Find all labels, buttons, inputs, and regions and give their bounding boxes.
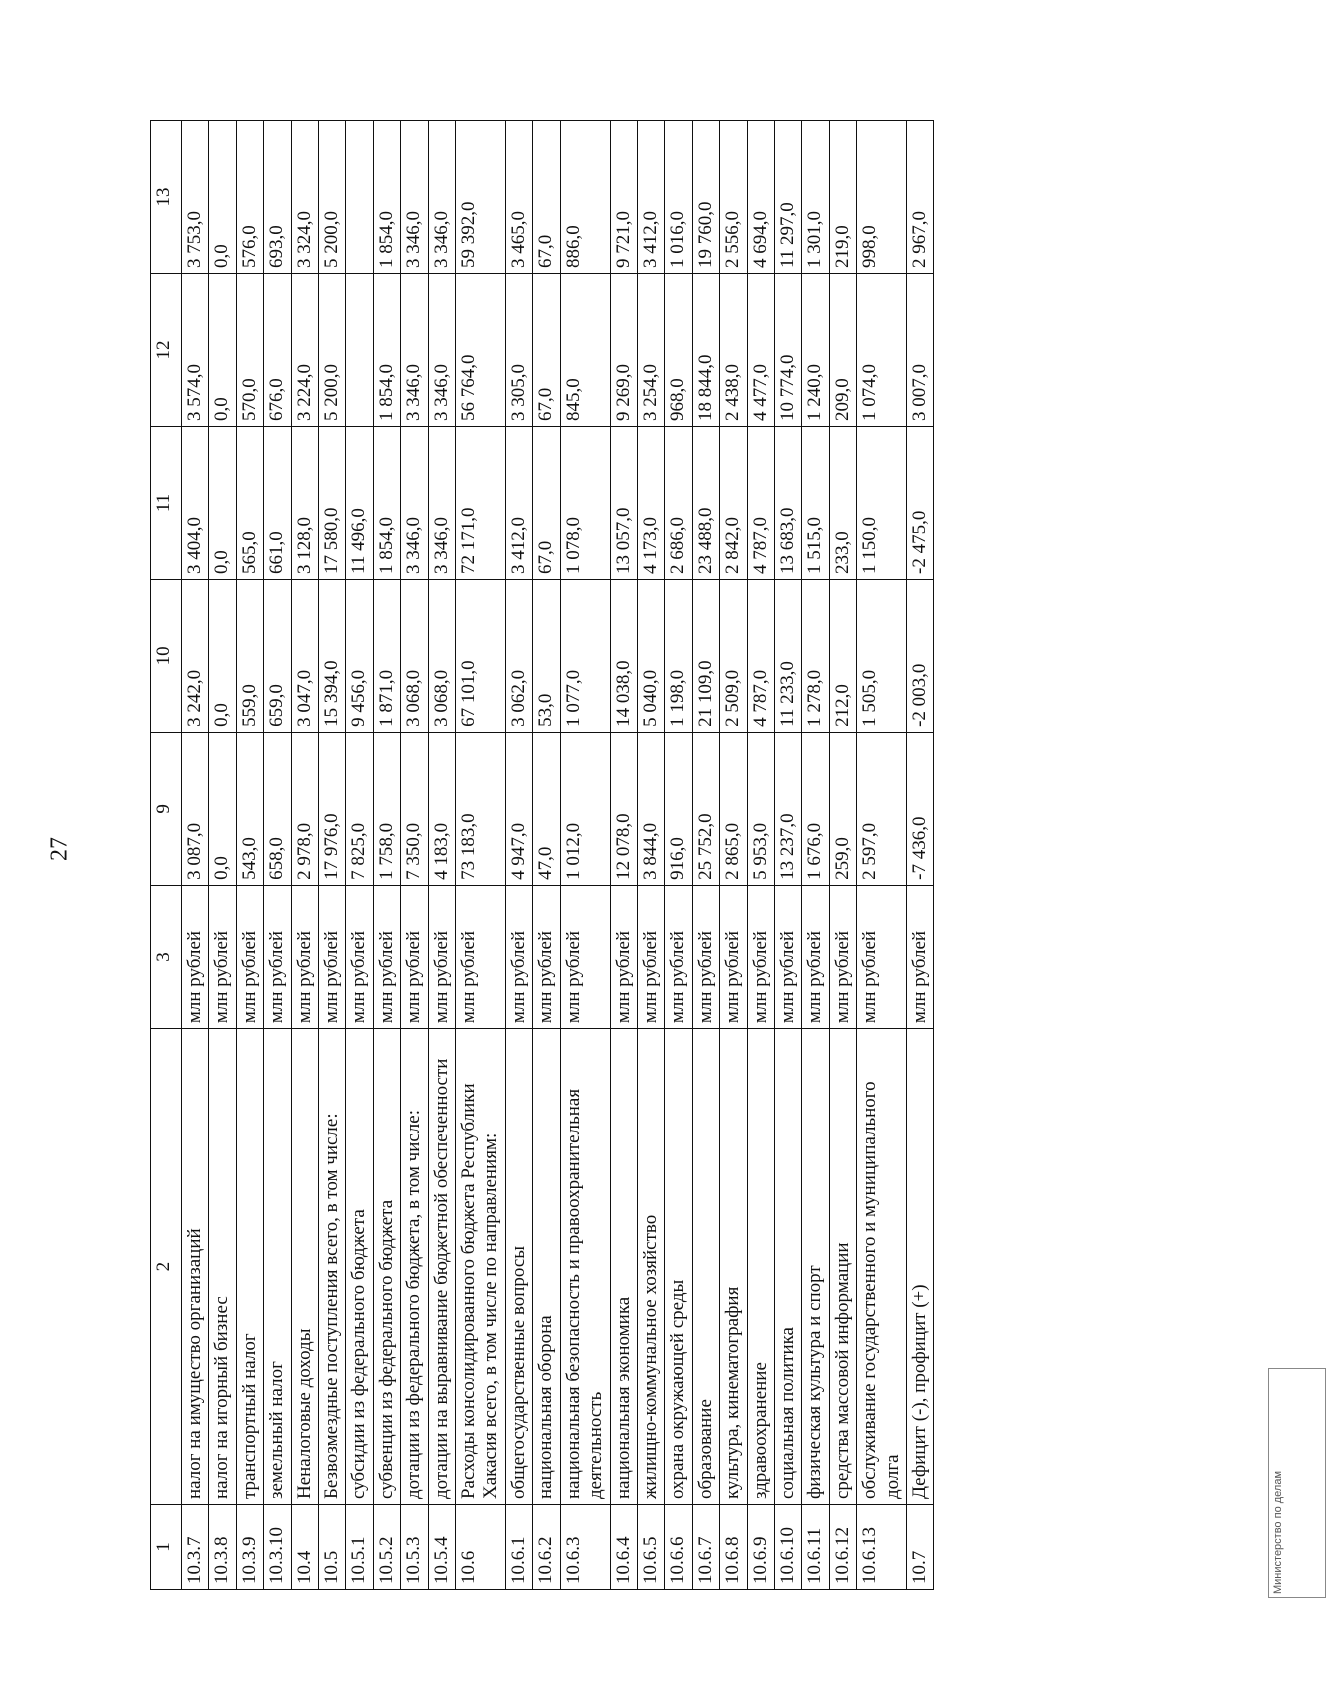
cell-v11: 1 854,0 <box>373 426 400 579</box>
cell-v9: 2 597,0 <box>857 732 907 885</box>
cell-v10: 53,0 <box>533 579 560 732</box>
cell-v9: 5 953,0 <box>747 732 774 885</box>
cell-name: транспортный налог <box>236 1029 263 1505</box>
cell-v11: 13 057,0 <box>610 426 637 579</box>
cell-v9: 47,0 <box>533 732 560 885</box>
cell-unit: млн рублей <box>428 885 455 1028</box>
cell-name: Неналоговые доходы <box>291 1029 318 1505</box>
table-row <box>401 121 428 1590</box>
cell-v13: 11 297,0 <box>774 121 801 274</box>
cell-v11: 11 496,0 <box>346 426 373 579</box>
cell-name: национальная оборона <box>533 1029 560 1505</box>
header-cell: 1 <box>151 1505 182 1590</box>
cell-unit: млн рублей <box>236 885 263 1028</box>
cell-v13: 998,0 <box>857 121 907 274</box>
table-row <box>264 121 291 1590</box>
cell-v13: 3 465,0 <box>505 121 532 274</box>
table-row <box>857 121 907 1590</box>
cell-unit: млн рублей <box>637 885 664 1028</box>
cell-v9: 0,0 <box>209 732 236 885</box>
cell-code: 10.5.2 <box>373 1505 400 1590</box>
cell-name: субсидии из федерального бюджета <box>346 1029 373 1505</box>
table-row <box>906 121 933 1590</box>
cell-v11: 23 488,0 <box>692 426 719 579</box>
cell-unit: млн рублей <box>774 885 801 1028</box>
cell-unit: млн рублей <box>346 885 373 1028</box>
cell-name: культура, кинематография <box>720 1029 747 1505</box>
cell-code: 10.6.2 <box>533 1505 560 1590</box>
cell-v10: 659,0 <box>264 579 291 732</box>
cell-v13: 19 760,0 <box>692 121 719 274</box>
header-row <box>151 121 182 1590</box>
cell-v13: 3 753,0 <box>182 121 209 274</box>
table-row <box>560 121 610 1590</box>
table-row <box>319 121 346 1590</box>
table-row <box>720 121 747 1590</box>
cell-v12: 570,0 <box>236 274 263 427</box>
cell-code: 10.6.1 <box>505 1505 532 1590</box>
cell-v10: 1 278,0 <box>802 579 829 732</box>
cell-v11: 2 686,0 <box>665 426 692 579</box>
cell-name: дотации из федерального бюджета, в том числе: <box>401 1029 428 1505</box>
cell-v13: 67,0 <box>533 121 560 274</box>
cell-v10: 212,0 <box>829 579 856 732</box>
cell-unit: млн рублей <box>747 885 774 1028</box>
cell-v12: 3 007,0 <box>906 274 933 427</box>
cell-v10: 3 242,0 <box>182 579 209 732</box>
cell-name: субвенции из федерального бюджета <box>373 1029 400 1505</box>
cell-v13: 3 346,0 <box>428 121 455 274</box>
cell-v12: 1 854,0 <box>373 274 400 427</box>
header-cell: 13 <box>151 121 182 274</box>
cell-code: 10.5 <box>319 1505 346 1590</box>
cell-v13: 693,0 <box>264 121 291 274</box>
cell-code: 10.6.11 <box>802 1505 829 1590</box>
cell-unit: млн рублей <box>829 885 856 1028</box>
cell-v13: 59 392,0 <box>456 121 506 274</box>
cell-code: 10.3.10 <box>264 1505 291 1590</box>
cell-v9: 7 825,0 <box>346 732 373 885</box>
cell-name: Дефицит (-), профицит (+) <box>906 1029 933 1505</box>
cell-v13: 4 694,0 <box>747 121 774 274</box>
cell-code: 10.3.8 <box>209 1505 236 1590</box>
cell-v10: 5 040,0 <box>637 579 664 732</box>
cell-v12: 845,0 <box>560 274 610 427</box>
cell-v13: 1 016,0 <box>665 121 692 274</box>
cell-v11: 67,0 <box>533 426 560 579</box>
cell-v11: 4 173,0 <box>637 426 664 579</box>
table-row <box>456 121 506 1590</box>
cell-name: земельный налог <box>264 1029 291 1505</box>
cell-code: 10.5.4 <box>428 1505 455 1590</box>
cell-v12 <box>346 274 373 427</box>
cell-v12: 209,0 <box>829 274 856 427</box>
page-number: 27 <box>46 837 73 861</box>
cell-v11: 3 412,0 <box>505 426 532 579</box>
cell-v11: 3 128,0 <box>291 426 318 579</box>
cell-name: дотации на выравнивание бюджетной обеспеченности <box>428 1029 455 1505</box>
cell-v10: 1 505,0 <box>857 579 907 732</box>
cell-v10: 559,0 <box>236 579 263 732</box>
table-row <box>236 121 263 1590</box>
cell-name: охрана окружающей среды <box>665 1029 692 1505</box>
cell-v9: 259,0 <box>829 732 856 885</box>
cell-code: 10.6.8 <box>720 1505 747 1590</box>
cell-v10: 3 068,0 <box>401 579 428 732</box>
header-cell: 12 <box>151 274 182 427</box>
table-row <box>610 121 637 1590</box>
cell-unit: млн рублей <box>264 885 291 1028</box>
cell-unit: млн рублей <box>373 885 400 1028</box>
rotated-table-container <box>150 120 1100 1590</box>
cell-v13: 5 200,0 <box>319 121 346 274</box>
cell-v9: 7 350,0 <box>401 732 428 885</box>
cell-v10: 3 047,0 <box>291 579 318 732</box>
cell-v11: 3 346,0 <box>401 426 428 579</box>
cell-unit: млн рублей <box>209 885 236 1028</box>
cell-unit: млн рублей <box>692 885 719 1028</box>
cell-unit: млн рублей <box>720 885 747 1028</box>
cell-v12: 18 844,0 <box>692 274 719 427</box>
cell-unit: млн рублей <box>802 885 829 1028</box>
cell-v12: 1 074,0 <box>857 274 907 427</box>
cell-unit: млн рублей <box>505 885 532 1028</box>
cell-v12: 3 346,0 <box>428 274 455 427</box>
cell-code: 10.6.7 <box>692 1505 719 1590</box>
cell-v10: 1 198,0 <box>665 579 692 732</box>
cell-v10: 15 394,0 <box>319 579 346 732</box>
cell-code: 10.7 <box>906 1505 933 1590</box>
cell-v10: 14 038,0 <box>610 579 637 732</box>
cell-v10: 21 109,0 <box>692 579 719 732</box>
cell-v12: 3 574,0 <box>182 274 209 427</box>
cell-v10: 0,0 <box>209 579 236 732</box>
cell-v12: 9 269,0 <box>610 274 637 427</box>
table-row <box>802 121 829 1590</box>
cell-v10: 67 101,0 <box>456 579 506 732</box>
cell-code: 10.3.9 <box>236 1505 263 1590</box>
cell-v9: 17 976,0 <box>319 732 346 885</box>
cell-v11: 13 683,0 <box>774 426 801 579</box>
cell-code: 10.5.3 <box>401 1505 428 1590</box>
cell-name: физическая культура и спорт <box>802 1029 829 1505</box>
cell-name: социальная политика <box>774 1029 801 1505</box>
cell-name: жилищно-коммунальное хозяйство <box>637 1029 664 1505</box>
cell-v12: 2 438,0 <box>720 274 747 427</box>
cell-code: 10.6.6 <box>665 1505 692 1590</box>
cell-v12: 3 305,0 <box>505 274 532 427</box>
header-cell: 9 <box>151 732 182 885</box>
budget-table <box>150 120 934 1590</box>
cell-v10: -2 003,0 <box>906 579 933 732</box>
cell-code: 10.6.13 <box>857 1505 907 1590</box>
cell-v11: 661,0 <box>264 426 291 579</box>
table-row <box>182 121 209 1590</box>
cell-v13: 2 556,0 <box>720 121 747 274</box>
table-row <box>346 121 373 1590</box>
cell-v10: 1 077,0 <box>560 579 610 732</box>
cell-unit: млн рублей <box>857 885 907 1028</box>
table-body <box>182 121 934 1590</box>
cell-v13: 219,0 <box>829 121 856 274</box>
cell-v12: 968,0 <box>665 274 692 427</box>
cell-name: средства массовой информации <box>829 1029 856 1505</box>
cell-v13: 886,0 <box>560 121 610 274</box>
cell-v9: 73 183,0 <box>456 732 506 885</box>
header-cell: 10 <box>151 579 182 732</box>
cell-unit: млн рублей <box>182 885 209 1028</box>
cell-v12: 3 346,0 <box>401 274 428 427</box>
cell-v11: 1 515,0 <box>802 426 829 579</box>
cell-v13 <box>346 121 373 274</box>
cell-name: Безвозмездные поступления всего, в том числе: <box>319 1029 346 1505</box>
cell-code: 10.6.10 <box>774 1505 801 1590</box>
cell-v12: 67,0 <box>533 274 560 427</box>
cell-v11: 565,0 <box>236 426 263 579</box>
cell-v12: 1 240,0 <box>802 274 829 427</box>
table-row <box>774 121 801 1590</box>
cell-unit: млн рублей <box>610 885 637 1028</box>
cell-v12: 3 224,0 <box>291 274 318 427</box>
cell-v12: 56 764,0 <box>456 274 506 427</box>
cell-code: 10.4 <box>291 1505 318 1590</box>
cell-v11: 233,0 <box>829 426 856 579</box>
cell-v12: 676,0 <box>264 274 291 427</box>
cell-code: 10.5.1 <box>346 1505 373 1590</box>
cell-unit: млн рублей <box>319 885 346 1028</box>
header-cell: 11 <box>151 426 182 579</box>
cell-name: национальная экономика <box>610 1029 637 1505</box>
cell-code: 10.6.9 <box>747 1505 774 1590</box>
cell-v9: 2 978,0 <box>291 732 318 885</box>
cell-v9: 658,0 <box>264 732 291 885</box>
cell-v10: 3 062,0 <box>505 579 532 732</box>
cell-v13: 1 301,0 <box>802 121 829 274</box>
cell-v9: 1 676,0 <box>802 732 829 885</box>
cell-v10: 2 509,0 <box>720 579 747 732</box>
table-row <box>829 121 856 1590</box>
cell-unit: млн рублей <box>401 885 428 1028</box>
cell-v9: 4 183,0 <box>428 732 455 885</box>
table-row <box>637 121 664 1590</box>
cell-unit: млн рублей <box>291 885 318 1028</box>
cell-v9: 916,0 <box>665 732 692 885</box>
cell-v13: 0,0 <box>209 121 236 274</box>
cell-v10: 1 871,0 <box>373 579 400 732</box>
table-row <box>533 121 560 1590</box>
table-row <box>428 121 455 1590</box>
cell-v12: 4 477,0 <box>747 274 774 427</box>
cell-code: 10.6.5 <box>637 1505 664 1590</box>
cell-v9: 1 012,0 <box>560 732 610 885</box>
table-row <box>209 121 236 1590</box>
table-row <box>291 121 318 1590</box>
cell-code: 10.6.4 <box>610 1505 637 1590</box>
cell-v12: 10 774,0 <box>774 274 801 427</box>
cell-name: здравоохранение <box>747 1029 774 1505</box>
cell-v9: 12 078,0 <box>610 732 637 885</box>
cell-unit: млн рублей <box>533 885 560 1028</box>
table-row <box>665 121 692 1590</box>
cell-v13: 3 324,0 <box>291 121 318 274</box>
table-row <box>692 121 719 1590</box>
cell-v11: 72 171,0 <box>456 426 506 579</box>
table-row <box>373 121 400 1590</box>
cell-name: национальная безопасность и правоохранительная деятельность <box>560 1029 610 1505</box>
cell-v9: 543,0 <box>236 732 263 885</box>
cell-v9: -7 436,0 <box>906 732 933 885</box>
cell-v10: 11 233,0 <box>774 579 801 732</box>
cell-v10: 3 068,0 <box>428 579 455 732</box>
cell-v11: 4 787,0 <box>747 426 774 579</box>
cell-v11: 2 842,0 <box>720 426 747 579</box>
cell-v9: 4 947,0 <box>505 732 532 885</box>
cell-v9: 3 087,0 <box>182 732 209 885</box>
cell-unit: млн рублей <box>906 885 933 1028</box>
cell-code: 10.6.3 <box>560 1505 610 1590</box>
cell-v11: -2 475,0 <box>906 426 933 579</box>
cell-name: налог на имущество организаций <box>182 1029 209 1505</box>
cell-v11: 17 580,0 <box>319 426 346 579</box>
cell-v13: 3 346,0 <box>401 121 428 274</box>
cell-v9: 25 752,0 <box>692 732 719 885</box>
cell-unit: млн рублей <box>456 885 506 1028</box>
cell-v13: 1 854,0 <box>373 121 400 274</box>
cell-name: образование <box>692 1029 719 1505</box>
cell-v11: 1 150,0 <box>857 426 907 579</box>
cell-v9: 2 865,0 <box>720 732 747 885</box>
cell-v11: 3 346,0 <box>428 426 455 579</box>
cell-name: налог на игорный бизнес <box>209 1029 236 1505</box>
cell-v13: 3 412,0 <box>637 121 664 274</box>
cell-v9: 3 844,0 <box>637 732 664 885</box>
cell-code: 10.3.7 <box>182 1505 209 1590</box>
stamp <box>1268 1368 1326 1598</box>
cell-v9: 1 758,0 <box>373 732 400 885</box>
cell-v12: 0,0 <box>209 274 236 427</box>
cell-code: 10.6.12 <box>829 1505 856 1590</box>
cell-v12: 5 200,0 <box>319 274 346 427</box>
cell-unit: млн рублей <box>665 885 692 1028</box>
header-cell: 3 <box>151 885 182 1028</box>
cell-v13: 2 967,0 <box>906 121 933 274</box>
cell-name: общегосударственные вопросы <box>505 1029 532 1505</box>
table-row <box>505 121 532 1590</box>
cell-name: Расходы консолидированного бюджета Республики Хакасия всего, в том числе по направлениям: <box>456 1029 506 1505</box>
header-cell: 2 <box>151 1029 182 1505</box>
cell-v11: 0,0 <box>209 426 236 579</box>
cell-v11: 1 078,0 <box>560 426 610 579</box>
cell-code: 10.6 <box>456 1505 506 1590</box>
cell-v9: 13 237,0 <box>774 732 801 885</box>
cell-v13: 576,0 <box>236 121 263 274</box>
cell-v10: 4 787,0 <box>747 579 774 732</box>
cell-v12: 3 254,0 <box>637 274 664 427</box>
cell-v13: 9 721,0 <box>610 121 637 274</box>
table-row <box>747 121 774 1590</box>
cell-v11: 3 404,0 <box>182 426 209 579</box>
stamp-text: Министерство по делам <box>1272 1470 1284 1594</box>
cell-name: обслуживание государственного и муниципального долга <box>857 1029 907 1505</box>
cell-v10: 9 456,0 <box>346 579 373 732</box>
cell-unit: млн рублей <box>560 885 610 1028</box>
